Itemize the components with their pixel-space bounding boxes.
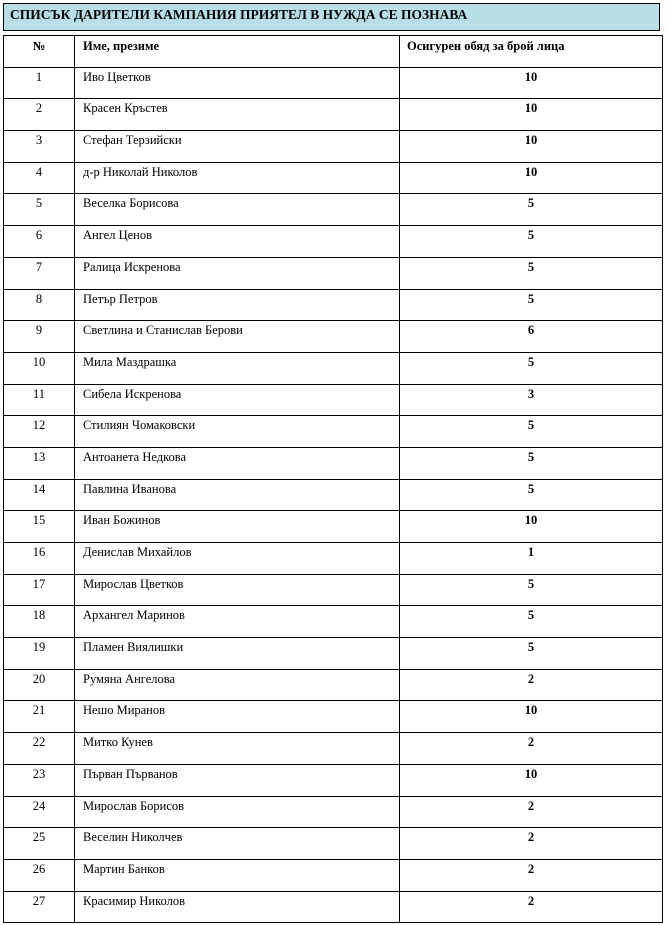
row-number: 2 bbox=[4, 99, 75, 131]
table-row bbox=[4, 796, 663, 828]
donor-name: Нешо Миранов bbox=[75, 701, 400, 733]
donor-name: Стефан Терзийски bbox=[75, 131, 400, 163]
meals-count: 10 bbox=[400, 162, 663, 194]
donor-name: Веселин Николчев bbox=[75, 828, 400, 860]
donor-name: Стилиян Чомаковски bbox=[75, 416, 400, 448]
table-row bbox=[4, 638, 663, 670]
row-number: 4 bbox=[4, 162, 75, 194]
donor-name: Красимир Николов bbox=[75, 891, 400, 923]
meals-count: 10 bbox=[400, 99, 663, 131]
row-number: 18 bbox=[4, 606, 75, 638]
table-row bbox=[4, 859, 663, 891]
table-row bbox=[4, 891, 663, 923]
donor-name: Пламен Виялишки bbox=[75, 638, 400, 670]
donor-name: Иво Цветков bbox=[75, 67, 400, 99]
table-row bbox=[4, 131, 663, 163]
row-number: 13 bbox=[4, 447, 75, 479]
row-number: 27 bbox=[4, 891, 75, 923]
table-row bbox=[4, 669, 663, 701]
meals-count: 10 bbox=[400, 511, 663, 543]
table-row bbox=[4, 416, 663, 448]
row-number: 14 bbox=[4, 479, 75, 511]
donor-name: Павлина Иванова bbox=[75, 479, 400, 511]
row-number: 10 bbox=[4, 352, 75, 384]
meals-count: 1 bbox=[400, 543, 663, 575]
row-number: 5 bbox=[4, 194, 75, 226]
donors-table bbox=[3, 35, 663, 923]
table-row bbox=[4, 226, 663, 258]
table-row bbox=[4, 289, 663, 321]
donor-name: Веселка Борисова bbox=[75, 194, 400, 226]
column-header-meals: Осигурен обяд за брой лица bbox=[400, 36, 663, 68]
meals-count: 2 bbox=[400, 828, 663, 860]
meals-count: 2 bbox=[400, 859, 663, 891]
donor-name: Денислав Михайлов bbox=[75, 543, 400, 575]
row-number: 1 bbox=[4, 67, 75, 99]
meals-count: 2 bbox=[400, 796, 663, 828]
donor-name: Петър Петров bbox=[75, 289, 400, 321]
donor-name: Мирослав Цветков bbox=[75, 574, 400, 606]
row-number: 7 bbox=[4, 257, 75, 289]
column-header-number: № bbox=[4, 36, 75, 68]
row-number: 17 bbox=[4, 574, 75, 606]
table-row bbox=[4, 606, 663, 638]
meals-count: 10 bbox=[400, 701, 663, 733]
meals-count: 5 bbox=[400, 574, 663, 606]
row-number: 11 bbox=[4, 384, 75, 416]
table-row bbox=[4, 384, 663, 416]
meals-count: 3 bbox=[400, 384, 663, 416]
table-header-row bbox=[4, 36, 663, 68]
table-row bbox=[4, 511, 663, 543]
meals-count: 2 bbox=[400, 669, 663, 701]
table-row bbox=[4, 67, 663, 99]
row-number: 25 bbox=[4, 828, 75, 860]
meals-count: 5 bbox=[400, 257, 663, 289]
table-row bbox=[4, 574, 663, 606]
meals-count: 5 bbox=[400, 194, 663, 226]
row-number: 26 bbox=[4, 859, 75, 891]
donor-name: Румяна Ангелова bbox=[75, 669, 400, 701]
meals-count: 10 bbox=[400, 131, 663, 163]
row-number: 24 bbox=[4, 796, 75, 828]
document-title: СПИСЪК ДАРИТЕЛИ КАМПАНИЯ ПРИЯТЕЛ В НУЖДА СЕ ПОЗНАВА bbox=[3, 3, 660, 31]
meals-count: 10 bbox=[400, 764, 663, 796]
table-row bbox=[4, 543, 663, 575]
row-number: 16 bbox=[4, 543, 75, 575]
meals-count: 2 bbox=[400, 733, 663, 765]
table-row bbox=[4, 257, 663, 289]
meals-count: 5 bbox=[400, 479, 663, 511]
table-row bbox=[4, 479, 663, 511]
donor-name: Първан Първанов bbox=[75, 764, 400, 796]
row-number: 19 bbox=[4, 638, 75, 670]
meals-count: 5 bbox=[400, 226, 663, 258]
meals-count: 5 bbox=[400, 289, 663, 321]
row-number: 21 bbox=[4, 701, 75, 733]
donor-name: Мартин Банков bbox=[75, 859, 400, 891]
donor-name: Архангел Маринов bbox=[75, 606, 400, 638]
table-row bbox=[4, 828, 663, 860]
table-row bbox=[4, 321, 663, 353]
table-body bbox=[4, 67, 663, 923]
table-row bbox=[4, 764, 663, 796]
meals-count: 5 bbox=[400, 416, 663, 448]
row-number: 6 bbox=[4, 226, 75, 258]
meals-count: 10 bbox=[400, 67, 663, 99]
meals-count: 5 bbox=[400, 352, 663, 384]
meals-count: 5 bbox=[400, 638, 663, 670]
table-row bbox=[4, 447, 663, 479]
meals-count: 5 bbox=[400, 606, 663, 638]
donor-name: Сибела Искренова bbox=[75, 384, 400, 416]
donor-name: Красен Кръстев bbox=[75, 99, 400, 131]
row-number: 9 bbox=[4, 321, 75, 353]
row-number: 15 bbox=[4, 511, 75, 543]
row-number: 12 bbox=[4, 416, 75, 448]
donor-name: Иван Божинов bbox=[75, 511, 400, 543]
donor-name: Ангел Ценов bbox=[75, 226, 400, 258]
row-number: 23 bbox=[4, 764, 75, 796]
donor-name: Митко Кунев bbox=[75, 733, 400, 765]
table-row bbox=[4, 701, 663, 733]
donor-name: Антоанета Недкова bbox=[75, 447, 400, 479]
donor-name: Мирослав Борисов bbox=[75, 796, 400, 828]
meals-count: 5 bbox=[400, 447, 663, 479]
donor-name: д-р Николай Николов bbox=[75, 162, 400, 194]
donor-name: Ралица Искренова bbox=[75, 257, 400, 289]
table-row bbox=[4, 162, 663, 194]
donor-name: Светлина и Станислав Берови bbox=[75, 321, 400, 353]
meals-count: 2 bbox=[400, 891, 663, 923]
column-header-name: Име, презиме bbox=[75, 36, 400, 68]
table-row bbox=[4, 352, 663, 384]
table-row bbox=[4, 194, 663, 226]
table-row bbox=[4, 733, 663, 765]
row-number: 3 bbox=[4, 131, 75, 163]
donor-name: Мила Маздрашка bbox=[75, 352, 400, 384]
table-row bbox=[4, 99, 663, 131]
row-number: 22 bbox=[4, 733, 75, 765]
row-number: 20 bbox=[4, 669, 75, 701]
row-number: 8 bbox=[4, 289, 75, 321]
meals-count: 6 bbox=[400, 321, 663, 353]
